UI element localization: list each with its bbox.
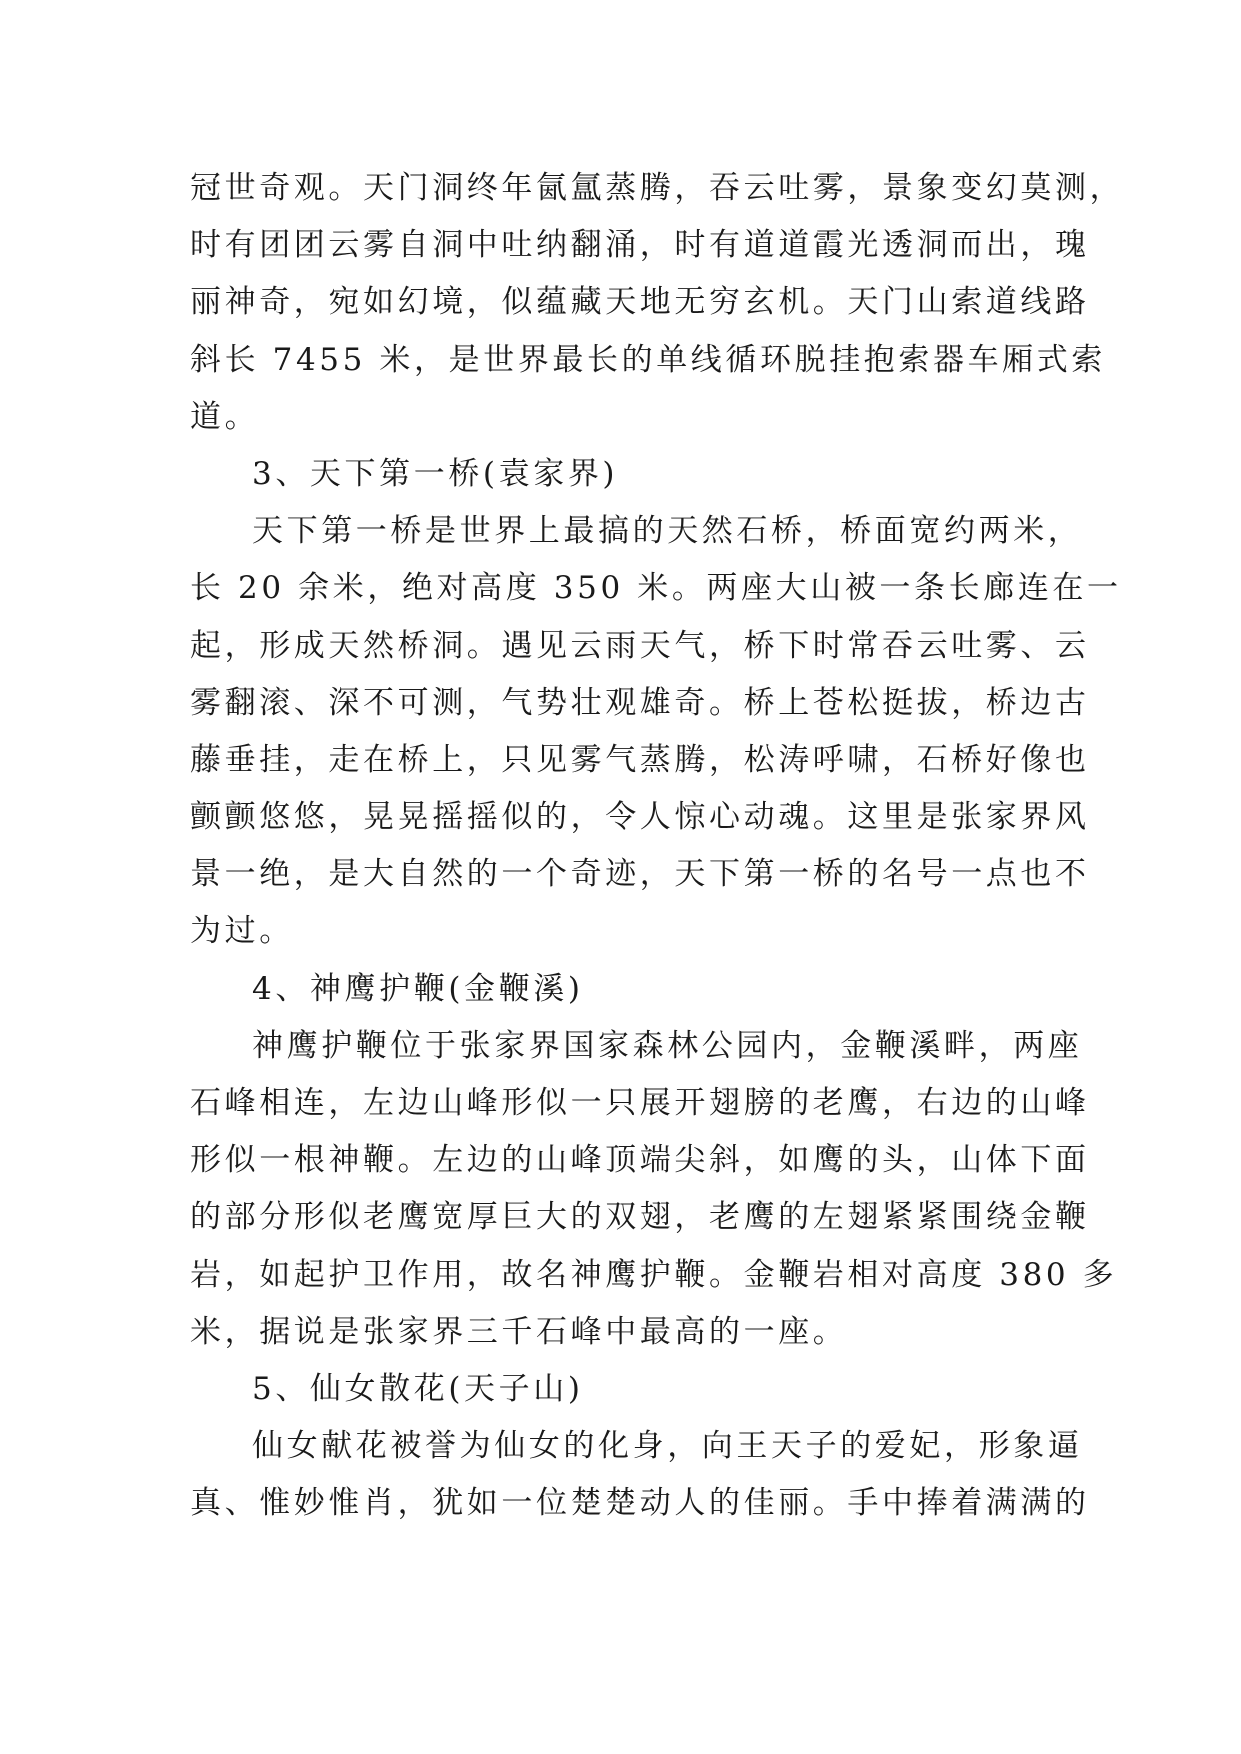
- section-heading: 4、神鹰护鞭(金鞭溪): [252, 970, 584, 1007]
- text-line: 雾翻滚、深不可测，气势壮观雄奇。桥上苍松挺拔，桥边古: [190, 684, 1090, 721]
- document-body: [190, 160, 1125, 1533]
- text-line: 时有团团云雾自洞中吐纳翻涌，时有道道霞光透洞而出，瑰: [190, 227, 1090, 264]
- text-line: 真、惟妙惟肖，犹如一位楚楚动人的佳丽。手中捧着满满的: [190, 1485, 1090, 1522]
- text-line: 颤颤悠悠，晃晃摇摇似的，令人惊心动魂。这里是张家界风: [190, 799, 1090, 836]
- text-line: 为过。: [190, 913, 294, 950]
- text-line: 形似一根神鞭。左边的山峰顶端尖斜，如鹰的头，山体下面: [190, 1142, 1090, 1179]
- text-line: 米，据说是张家界三千石峰中最高的一座。: [190, 1313, 848, 1350]
- text-line: 的部分形似老鹰宽厚巨大的双翅，老鹰的左翅紧紧围绕金鞭: [190, 1199, 1090, 1236]
- text-line: 丽神奇，宛如幻境，似蕴藏天地无穷玄机。天门山索道线路: [190, 284, 1090, 321]
- text-line: 长 20 余米，绝对高度 350 米。两座大山被一条长廊连在一: [190, 570, 1122, 607]
- text-line: 藤垂挂，走在桥上，只见雾气蒸腾，松涛呼啸，石桥好像也: [190, 741, 1090, 778]
- paragraph-first-line: 天下第一桥是世界上最搞的天然石桥，桥面宽约两米，: [252, 513, 1083, 550]
- text-line: 冠世奇观。天门洞终年氤氲蒸腾，吞云吐雾，景象变幻莫测，: [190, 170, 1125, 206]
- paragraph-first-line: 仙女献花被誉为仙女的化身，向王天子的爱妃，形象逼: [252, 1428, 1083, 1465]
- section-heading: 5、仙女散花(天子山): [252, 1370, 584, 1407]
- text-line: 斜长 7455 米，是世界最长的单线循环脱挂抱索器车厢式索: [190, 341, 1106, 378]
- text-line: 景一绝，是大自然的一个奇迹，天下第一桥的名号一点也不: [190, 856, 1090, 893]
- text-line: 岩，如起护卫作用，故名神鹰护鞭。金鞭岩相对高度 380 多: [190, 1256, 1118, 1293]
- paragraph-first-line: 神鹰护鞭位于张家界国家森林公园内，金鞭溪畔，两座: [252, 1027, 1083, 1064]
- text-line: 石峰相连，左边山峰形似一只展开翅膀的老鹰，右边的山峰: [190, 1085, 1090, 1121]
- text-line: 起，形成天然桥洞。遇见云雨天气，桥下时常吞云吐雾、云: [190, 627, 1090, 664]
- text-line: 道。: [190, 398, 260, 435]
- section-heading: 3、天下第一桥(袁家界): [252, 455, 619, 492]
